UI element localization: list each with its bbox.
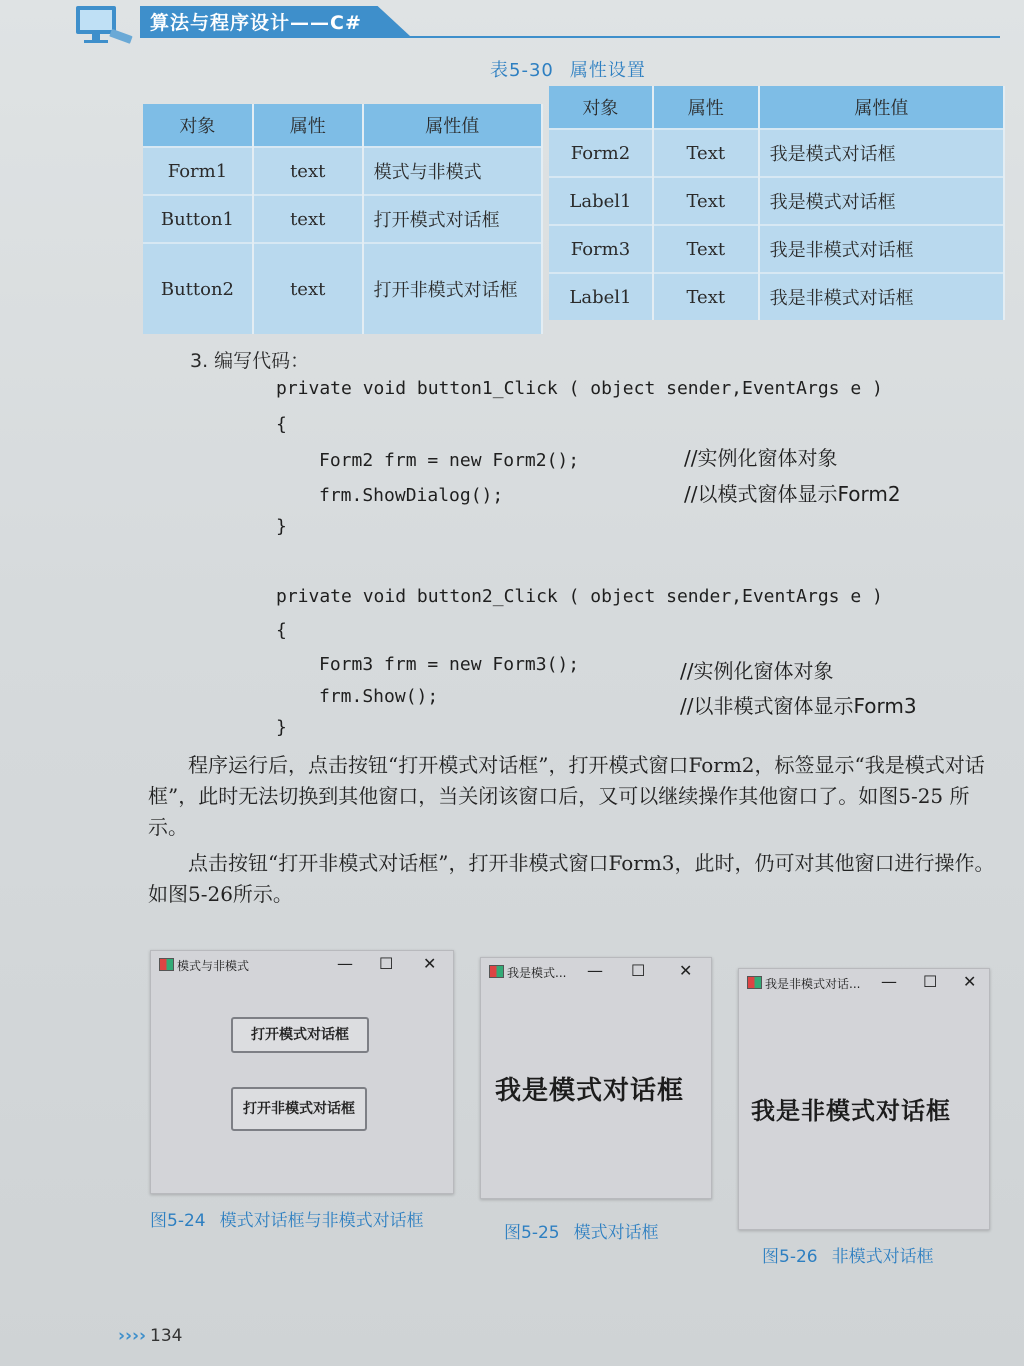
window-title: 我是模式...: [507, 966, 567, 980]
figure-title: 非模式对话框: [831, 1247, 934, 1267]
monitor-icon: [70, 2, 136, 50]
open-modal-button[interactable]: 打开模式对话框: [231, 1017, 369, 1053]
figure-caption: [150, 1206, 424, 1231]
table-cell: Text: [653, 177, 759, 225]
code-brace-open: {: [276, 414, 287, 435]
table-cell: Text: [653, 225, 759, 273]
app-icon: [159, 958, 174, 971]
close-icon[interactable]: ✕: [423, 954, 437, 973]
code-comment: //以模式窗体显示Form2: [684, 482, 901, 506]
column-header: 属性: [253, 104, 363, 147]
running-header-title: 算法与程序设计——C#: [150, 12, 362, 34]
column-header: 属性值: [363, 104, 542, 147]
maximize-icon[interactable]: ☐: [379, 954, 394, 973]
figure-number: 图5-24: [150, 1211, 206, 1231]
figure-title: 模式对话框与非模式对话框: [219, 1211, 424, 1231]
table-title: 属性设置: [569, 60, 646, 81]
minimize-icon[interactable]: —: [881, 972, 897, 991]
app-icon: [747, 976, 762, 989]
window-titlebar: [739, 969, 989, 995]
table-caption: [490, 56, 662, 82]
code-signature: private void button1_Click ( object sender,EventArgs e ): [276, 378, 883, 399]
maximize-icon[interactable]: ☐: [631, 961, 646, 980]
table-cell: 我是非模式对话框: [759, 225, 1004, 273]
table-number: 表5-30: [490, 60, 554, 81]
table-cell: Label1: [549, 177, 653, 225]
code-line: Form3 frm = new Form3();: [319, 654, 580, 675]
table-cell: text: [253, 243, 363, 334]
code-line: frm.ShowDialog();: [319, 485, 504, 506]
maximize-icon[interactable]: ☐: [923, 972, 938, 991]
close-icon[interactable]: ✕: [679, 961, 693, 980]
header-rule: [140, 36, 1000, 38]
window-titlebar: [481, 958, 711, 984]
window-title: 模式与非模式: [177, 959, 250, 973]
form3-label: 我是非模式对话框: [751, 1096, 951, 1125]
open-modeless-button[interactable]: 打开非模式对话框: [231, 1087, 367, 1131]
table-cell: 我是非模式对话框: [759, 273, 1004, 320]
close-icon[interactable]: ✕: [963, 972, 977, 991]
code-brace-close: }: [276, 717, 287, 738]
property-table-left: [143, 104, 543, 334]
table-cell: Button2: [143, 243, 253, 334]
form3-window: [738, 968, 990, 1230]
step-heading: 3. 编写代码：: [190, 350, 310, 372]
figure-number: 图5-26: [762, 1247, 818, 1267]
minimize-icon[interactable]: —: [337, 954, 353, 973]
table-cell: Form3: [549, 225, 653, 273]
code-comment: //实例化窗体对象: [680, 659, 834, 683]
column-header: 属性值: [759, 86, 1004, 129]
page-arrows-icon: ››››: [118, 1326, 147, 1346]
code-brace-close: }: [276, 516, 287, 537]
table-cell: Label1: [549, 273, 653, 320]
code-line: frm.Show();: [319, 686, 439, 707]
table-cell: Form1: [143, 147, 253, 195]
table-cell: 我是模式对话框: [759, 129, 1004, 177]
table-cell: 模式与非模式: [363, 147, 542, 195]
form2-window: [480, 957, 712, 1199]
table-cell: Button1: [143, 195, 253, 243]
table-cell: Text: [653, 273, 759, 320]
code-brace-open: {: [276, 620, 287, 641]
table-cell: text: [253, 195, 363, 243]
figure-caption: [762, 1242, 934, 1267]
code-signature: private void button2_Click ( object sender,EventArgs e ): [276, 586, 883, 607]
column-header: 属性: [653, 86, 759, 129]
window-titlebar: [151, 951, 453, 977]
code-comment: //实例化窗体对象: [684, 446, 838, 470]
page-number-value: 134: [150, 1326, 183, 1346]
form2-label: 我是模式对话框: [495, 1076, 685, 1106]
code-line: Form2 frm = new Form2();: [319, 450, 580, 471]
property-table-right: [549, 86, 1005, 320]
window-title: 我是非模式对话...: [765, 977, 861, 991]
table-cell: 打开模式对话框: [363, 195, 542, 243]
body-paragraph: 点击按钮“打开非模式对话框”，打开非模式窗口Form3，此时，仍可对其他窗口进行操作。如图5-26所示。: [148, 851, 995, 906]
table-cell: text: [253, 147, 363, 195]
column-header: 对象: [143, 104, 253, 147]
figure-title: 模式对话框: [573, 1223, 659, 1243]
column-header: 对象: [549, 86, 653, 129]
figure-caption: [504, 1218, 659, 1243]
figure-number: 图5-25: [504, 1223, 560, 1243]
table-cell: 打开非模式对话框: [363, 243, 542, 334]
body-paragraph: 程序运行后，点击按钮“打开模式对话框”，打开模式窗口Form2，标签显示“我是模式对话框”，此时无法切换到其他窗口，当关闭该窗口后，又可以继续操作其他窗口了。如图5-25 所示。: [148, 753, 985, 839]
form1-window: [150, 950, 454, 1194]
page-number: [118, 1326, 182, 1346]
code-comment: //以非模式窗体显示Form3: [680, 694, 917, 718]
table-cell: 我是模式对话框: [759, 177, 1004, 225]
table-cell: Text: [653, 129, 759, 177]
table-cell: Form2: [549, 129, 653, 177]
minimize-icon[interactable]: —: [587, 961, 603, 980]
app-icon: [489, 965, 504, 978]
